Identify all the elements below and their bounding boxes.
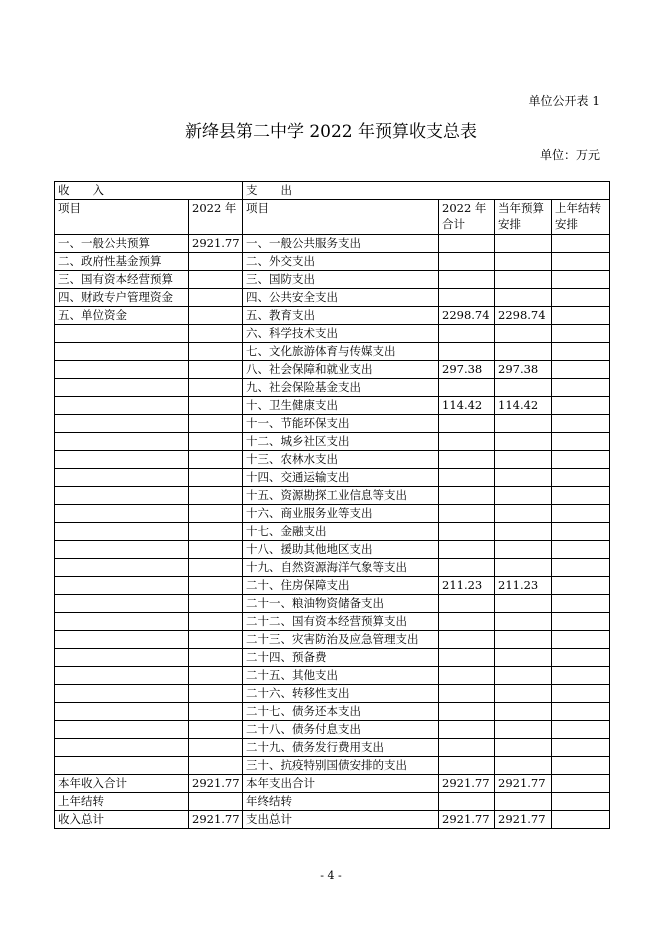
income-item-cell (55, 361, 189, 379)
table-row (55, 667, 610, 685)
expense-item-cell: 十三、农林水支出 (243, 451, 439, 469)
income-item-cell (55, 487, 189, 505)
income-item-cell (55, 433, 189, 451)
col-income-item: 项目 (55, 200, 189, 235)
expense-carryover-cell (552, 379, 610, 397)
expense-carryover-cell (552, 595, 610, 613)
expense-total-cell (439, 721, 495, 739)
expense-carryover-cell (552, 739, 610, 757)
table-row (55, 559, 610, 577)
expense-total-cell: 2298.74 (439, 307, 495, 325)
group-header-row (55, 182, 610, 200)
income-item-cell (55, 685, 189, 703)
expense-current-cell (495, 433, 552, 451)
expense-total-cell (439, 541, 495, 559)
expense-current-cell (495, 451, 552, 469)
income-amount-cell (189, 469, 243, 487)
income-item-cell: 四、财政专户管理资金 (55, 289, 189, 307)
table-row (55, 487, 610, 505)
expense-total-cell (439, 793, 495, 811)
table-row (55, 379, 610, 397)
table-row (55, 685, 610, 703)
expense-total-cell (439, 487, 495, 505)
expense-item-cell: 十五、资源勘探工业信息等支出 (243, 487, 439, 505)
income-item-cell (55, 469, 189, 487)
income-item-cell: 收入总计 (55, 811, 189, 829)
income-item-cell (55, 541, 189, 559)
col-expense-total: 2022 年合计 (439, 200, 495, 235)
expense-current-cell (495, 289, 552, 307)
income-item-cell: 本年收入合计 (55, 775, 189, 793)
expense-carryover-cell (552, 325, 610, 343)
income-item-cell (55, 577, 189, 595)
income-amount-cell (189, 325, 243, 343)
expense-item-cell: 十八、援助其他地区支出 (243, 541, 439, 559)
income-item-cell (55, 343, 189, 361)
expense-total-cell (439, 523, 495, 541)
expense-total-cell (439, 433, 495, 451)
income-amount-cell (189, 307, 243, 325)
expense-total-cell (439, 325, 495, 343)
form-label: 单位公开表 1 (528, 94, 600, 108)
expense-item-cell: 三、国防支出 (243, 271, 439, 289)
budget-summary-table (54, 181, 610, 829)
income-amount-cell (189, 397, 243, 415)
expense-item-cell: 十四、交通运输支出 (243, 469, 439, 487)
income-item-cell (55, 325, 189, 343)
table-row (55, 523, 610, 541)
table-row (55, 739, 610, 757)
expense-carryover-cell (552, 631, 610, 649)
expense-current-cell (495, 415, 552, 433)
income-item-cell (55, 757, 189, 775)
expense-item-cell: 十六、商业服务业等支出 (243, 505, 439, 523)
income-item-cell: 一、一般公共预算 (55, 235, 189, 253)
income-amount-cell (189, 379, 243, 397)
table-row (55, 505, 610, 523)
expense-total-cell: 2921.77 (439, 775, 495, 793)
expense-current-cell (495, 631, 552, 649)
income-item-cell (55, 523, 189, 541)
table-row (55, 577, 610, 595)
expense-current-cell: 211.23 (495, 577, 552, 595)
income-amount-cell (189, 415, 243, 433)
income-amount-cell (189, 649, 243, 667)
expense-carryover-cell (552, 253, 610, 271)
expense-current-cell (495, 757, 552, 775)
expense-total-cell: 2921.77 (439, 811, 495, 829)
expense-total-cell (439, 379, 495, 397)
income-amount-cell (189, 757, 243, 775)
table-row (55, 721, 610, 739)
expense-item-cell: 二十七、债务还本支出 (243, 703, 439, 721)
expense-current-cell (495, 595, 552, 613)
expense-carryover-cell (552, 307, 610, 325)
expense-item-cell: 二十四、预备费 (243, 649, 439, 667)
income-item-cell (55, 739, 189, 757)
income-item-cell (55, 397, 189, 415)
income-amount-cell (189, 559, 243, 577)
expense-item-cell: 九、社会保险基金支出 (243, 379, 439, 397)
expense-carryover-cell (552, 235, 610, 253)
expense-total-cell (439, 613, 495, 631)
expense-total-cell (439, 739, 495, 757)
table-row (55, 397, 610, 415)
income-amount-cell (189, 703, 243, 721)
expense-item-cell: 二十八、债务付息支出 (243, 721, 439, 739)
table-row (55, 361, 610, 379)
income-item-cell (55, 559, 189, 577)
income-amount-cell (189, 343, 243, 361)
column-header-row (55, 200, 610, 235)
income-item-cell (55, 451, 189, 469)
income-item-cell (55, 379, 189, 397)
income-amount-cell (189, 289, 243, 307)
income-amount-cell (189, 361, 243, 379)
table-row (55, 469, 610, 487)
table-row (55, 271, 610, 289)
expense-item-cell: 二十六、转移性支出 (243, 685, 439, 703)
expense-current-cell: 2298.74 (495, 307, 552, 325)
income-item-cell (55, 649, 189, 667)
expense-carryover-cell (552, 559, 610, 577)
income-amount-cell (189, 667, 243, 685)
expense-carryover-cell (552, 775, 610, 793)
table-row (55, 649, 610, 667)
expense-total-cell: 211.23 (439, 577, 495, 595)
table-row (55, 613, 610, 631)
expense-item-cell: 四、公共安全支出 (243, 289, 439, 307)
expense-item-cell: 二十二、国有资本经营预算支出 (243, 613, 439, 631)
expense-item-cell: 八、社会保障和就业支出 (243, 361, 439, 379)
expense-item-cell: 十二、城乡社区支出 (243, 433, 439, 451)
expense-total-cell: 297.38 (439, 361, 495, 379)
table-row (55, 325, 610, 343)
expense-total-cell (439, 415, 495, 433)
expense-carryover-cell (552, 289, 610, 307)
expense-item-cell: 二十九、债务发行费用支出 (243, 739, 439, 757)
expense-carryover-cell (552, 721, 610, 739)
income-amount-cell (189, 271, 243, 289)
expense-total-cell (439, 469, 495, 487)
income-amount-cell (189, 541, 243, 559)
expense-carryover-cell (552, 703, 610, 721)
expense-current-cell (495, 343, 552, 361)
income-item-cell: 三、国有资本经营预算 (55, 271, 189, 289)
expense-current-cell (495, 667, 552, 685)
table-row (55, 775, 610, 793)
expense-item-cell: 五、教育支出 (243, 307, 439, 325)
expense-current-cell (495, 235, 552, 253)
income-item-cell (55, 613, 189, 631)
expense-item-cell: 年终结转 (243, 793, 439, 811)
income-amount-cell: 2921.77 (189, 235, 243, 253)
unit-label: 单位：万元 (539, 148, 600, 162)
table-row (55, 595, 610, 613)
expense-total-cell (439, 343, 495, 361)
expense-carryover-cell (552, 685, 610, 703)
expense-total-cell (439, 631, 495, 649)
expense-carryover-cell (552, 811, 610, 829)
income-amount-cell (189, 613, 243, 631)
expense-current-cell (495, 487, 552, 505)
income-amount-cell (189, 451, 243, 469)
expense-carryover-cell (552, 541, 610, 559)
expense-current-cell (495, 271, 552, 289)
expense-current-cell (495, 379, 552, 397)
expense-total-cell (439, 667, 495, 685)
income-item-cell (55, 721, 189, 739)
expense-total-cell (439, 271, 495, 289)
income-amount-cell (189, 739, 243, 757)
page-title: 新绛县第二中学 2022 年预算收支总表 (184, 122, 478, 142)
expense-carryover-cell (552, 361, 610, 379)
expense-current-cell (495, 721, 552, 739)
expense-current-cell (495, 325, 552, 343)
expense-current-cell: 297.38 (495, 361, 552, 379)
col-expense-current: 当年预算安排 (495, 200, 552, 235)
table-row (55, 253, 610, 271)
income-item-cell (55, 631, 189, 649)
expense-total-cell (439, 289, 495, 307)
expense-current-cell: 2921.77 (495, 775, 552, 793)
expense-total-cell (439, 703, 495, 721)
expense-group-header: 支 出 (243, 182, 610, 200)
income-amount-cell (189, 433, 243, 451)
expense-current-cell (495, 505, 552, 523)
income-item-cell (55, 667, 189, 685)
income-amount-cell (189, 595, 243, 613)
col-expense-item: 项目 (243, 200, 439, 235)
expense-carryover-cell (552, 793, 610, 811)
expense-carryover-cell (552, 613, 610, 631)
income-item-cell (55, 415, 189, 433)
expense-current-cell (495, 739, 552, 757)
expense-carryover-cell (552, 757, 610, 775)
expense-carryover-cell (552, 487, 610, 505)
expense-item-cell: 二十三、灾害防治及应急管理支出 (243, 631, 439, 649)
income-amount-cell: 2921.77 (189, 775, 243, 793)
expense-total-cell (439, 235, 495, 253)
table-row (55, 433, 610, 451)
table-row (55, 793, 610, 811)
expense-item-cell: 十、卫生健康支出 (243, 397, 439, 415)
col-income-year: 2022 年 (189, 200, 243, 235)
expense-item-cell: 二、外交支出 (243, 253, 439, 271)
expense-carryover-cell (552, 469, 610, 487)
expense-current-cell (495, 559, 552, 577)
table-row (55, 703, 610, 721)
expense-total-cell (439, 685, 495, 703)
col-expense-carryover: 上年结转安排 (552, 200, 610, 235)
table-row (55, 811, 610, 829)
income-item-cell: 上年结转 (55, 793, 189, 811)
expense-total-cell: 114.42 (439, 397, 495, 415)
expense-item-cell: 支出总计 (243, 811, 439, 829)
expense-item-cell: 六、科学技术支出 (243, 325, 439, 343)
income-item-cell: 五、单位资金 (55, 307, 189, 325)
expense-carryover-cell (552, 343, 610, 361)
income-amount-cell (189, 685, 243, 703)
expense-total-cell (439, 451, 495, 469)
expense-current-cell (495, 703, 552, 721)
expense-carryover-cell (552, 451, 610, 469)
table-row (55, 307, 610, 325)
table-row (55, 415, 610, 433)
page-number: - 4 - (320, 869, 342, 882)
income-amount-cell (189, 523, 243, 541)
expense-current-cell (495, 649, 552, 667)
expense-item-cell: 十九、自然资源海洋气象等支出 (243, 559, 439, 577)
income-amount-cell (189, 487, 243, 505)
expense-carryover-cell (552, 415, 610, 433)
expense-total-cell (439, 505, 495, 523)
income-amount-cell (189, 253, 243, 271)
expense-current-cell (495, 541, 552, 559)
table-row (55, 289, 610, 307)
table-row (55, 235, 610, 253)
expense-carryover-cell (552, 667, 610, 685)
expense-carryover-cell (552, 523, 610, 541)
expense-current-cell (495, 793, 552, 811)
expense-current-cell (495, 523, 552, 541)
expense-current-cell (495, 685, 552, 703)
income-item-cell: 二、政府性基金预算 (55, 253, 189, 271)
expense-current-cell: 114.42 (495, 397, 552, 415)
expense-total-cell (439, 559, 495, 577)
expense-carryover-cell (552, 433, 610, 451)
expense-item-cell: 本年支出合计 (243, 775, 439, 793)
table-row (55, 541, 610, 559)
expense-item-cell: 十七、金融支出 (243, 523, 439, 541)
income-amount-cell (189, 631, 243, 649)
expense-carryover-cell (552, 505, 610, 523)
table-row (55, 631, 610, 649)
expense-carryover-cell (552, 397, 610, 415)
expense-current-cell: 2921.77 (495, 811, 552, 829)
expense-item-cell: 三十、抗疫特别国债安排的支出 (243, 757, 439, 775)
table-row (55, 343, 610, 361)
expense-item-cell: 一、一般公共服务支出 (243, 235, 439, 253)
expense-total-cell (439, 757, 495, 775)
expense-total-cell (439, 253, 495, 271)
expense-item-cell: 二十五、其他支出 (243, 667, 439, 685)
expense-current-cell (495, 469, 552, 487)
income-item-cell (55, 703, 189, 721)
expense-item-cell: 二十、住房保障支出 (243, 577, 439, 595)
expense-carryover-cell (552, 577, 610, 595)
expense-carryover-cell (552, 649, 610, 667)
income-item-cell (55, 595, 189, 613)
expense-total-cell (439, 649, 495, 667)
expense-item-cell: 二十一、粮油物资储备支出 (243, 595, 439, 613)
table-row (55, 757, 610, 775)
table-row (55, 451, 610, 469)
expense-current-cell (495, 613, 552, 631)
income-amount-cell (189, 505, 243, 523)
expense-current-cell (495, 253, 552, 271)
income-amount-cell (189, 793, 243, 811)
expense-item-cell: 七、文化旅游体育与传媒支出 (243, 343, 439, 361)
income-amount-cell (189, 577, 243, 595)
expense-item-cell: 十一、节能环保支出 (243, 415, 439, 433)
income-amount-cell (189, 721, 243, 739)
expense-carryover-cell (552, 271, 610, 289)
income-amount-cell: 2921.77 (189, 811, 243, 829)
expense-total-cell (439, 595, 495, 613)
income-item-cell (55, 505, 189, 523)
income-group-header: 收 入 (55, 182, 243, 200)
